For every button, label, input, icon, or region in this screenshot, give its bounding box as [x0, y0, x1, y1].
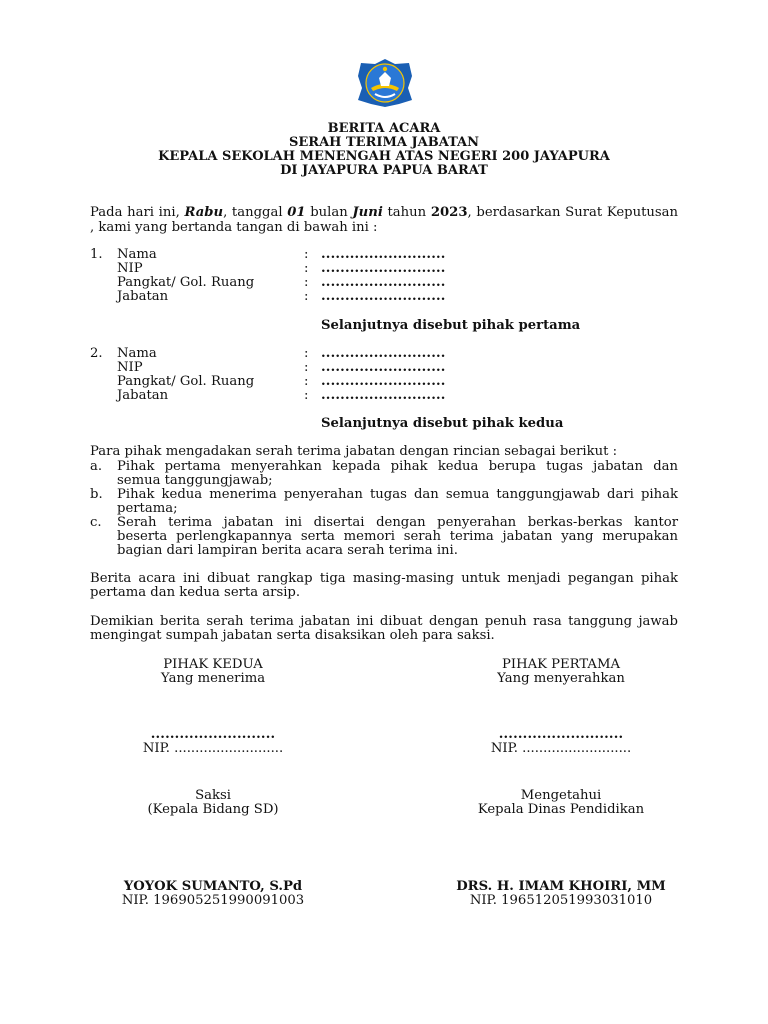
colon: :	[304, 388, 309, 403]
left-signatory-subtitle: Yang menerima	[160, 671, 266, 686]
fill-dots: ..........................	[321, 374, 446, 389]
right-signatory-nip: NIP. ..........................	[490, 741, 632, 756]
colon: :	[304, 374, 309, 389]
colon: :	[304, 247, 309, 262]
closing-paragraph-2-line-2: mengingat sumpah jabatan serta disaksikan oleh para saksi.	[90, 628, 495, 643]
colon: :	[304, 289, 309, 304]
details-intro: Para pihak mengadakan serah terima jabatan dengan rincian sebagai berikut :	[90, 444, 618, 459]
party-two-number: 2.	[90, 346, 103, 361]
list-item-a-line-2: semua tanggungjawab;	[117, 473, 273, 488]
party-two-caption: Selanjutnya disebut pihak kedua	[321, 416, 564, 431]
party-two-field-position: Jabatan	[117, 388, 169, 403]
list-item-c-line-2: beserta perlengkapannya serta memori serah terima jabatan yang merupakan	[117, 529, 678, 544]
witness-nip: NIP. 196905251990091003	[121, 893, 305, 908]
list-marker: a.	[90, 459, 103, 474]
party-one-caption: Selanjutnya disebut pihak pertama	[321, 318, 581, 333]
party-two-field-rank: Pangkat/ Gol. Ruang	[117, 374, 255, 389]
party-one-field-name: Nama	[117, 247, 157, 262]
fill-dots: ..........................	[321, 275, 446, 290]
left-signatory-title: PIHAK KEDUA	[163, 657, 263, 672]
witness-subtitle: (Kepala Bidang SD)	[147, 802, 279, 817]
party-one-field-rank: Pangkat/ Gol. Ruang	[117, 275, 255, 290]
closing-paragraph-2-line-1: Demikian berita serah terima jabatan ini dibuat dengan penuh rasa tanggung jawab	[90, 614, 678, 629]
list-item-b-line-2: pertama;	[117, 501, 178, 516]
list-item-c-line-1: Serah terima jabatan ini disertai dengan penyerahan berkas-berkas kantor	[117, 515, 678, 530]
title-line-2: SERAH TERIMA JABATAN	[289, 135, 479, 150]
acknowledger-subtitle: Kepala Dinas Pendidikan	[477, 802, 645, 817]
fill-dots: ..........................	[321, 346, 446, 361]
acknowledger-name: DRS. H. IMAM KHOIRI, MM	[456, 879, 666, 894]
fill-dots: ..........................	[321, 360, 446, 375]
witness-title: Saksi	[195, 788, 231, 803]
list-marker: b.	[90, 487, 103, 502]
logo-emblem-icon	[357, 58, 413, 108]
witness-name: YOYOK SUMANTO, S.Pd	[123, 879, 303, 894]
list-item-b-line-1: Pihak kedua menerima penyerahan tugas dan semua tanggungjawab dari pihak	[117, 487, 678, 502]
list-item-a-line-1: Pihak pertama menyerahkan kepada pihak kedua berupa tugas jabatan dan	[117, 459, 678, 474]
colon: :	[304, 360, 309, 375]
fill-dots: ..........................	[321, 388, 446, 403]
party-one-number: 1.	[90, 247, 103, 262]
title-line-1: BERITA ACARA	[327, 121, 441, 136]
list-marker: c.	[90, 515, 102, 530]
party-one-field-position: Jabatan	[117, 289, 169, 304]
left-signatory-nip: NIP. ..........................	[142, 741, 284, 756]
acknowledger-nip: NIP. 196512051993031010	[469, 893, 653, 908]
tut-wuri-handayani-logo	[357, 58, 413, 108]
party-two-field-nip: NIP	[117, 360, 143, 375]
colon: :	[304, 261, 309, 276]
colon: :	[304, 346, 309, 361]
right-signatory-name-dots: ..........................	[498, 727, 624, 742]
title-line-4: DI JAYAPURA PAPUA BARAT	[280, 163, 488, 178]
party-two-field-name: Nama	[117, 346, 157, 361]
closing-paragraph-1-line-1: Berita acara ini dibuat rangkap tiga masing-masing untuk menjadi pegangan pihak	[90, 571, 678, 586]
colon: :	[304, 275, 309, 290]
list-item-c-line-3: bagian dari lampiran berita acara serah terima ini.	[117, 543, 458, 558]
acknowledger-title: Mengetahui	[520, 788, 602, 803]
left-signatory-name-dots: ..........................	[150, 727, 276, 742]
party-one-field-nip: NIP	[117, 261, 143, 276]
fill-dots: ..........................	[321, 289, 446, 304]
closing-paragraph-1-line-2: pertama dan kedua serta arsip.	[90, 585, 301, 600]
fill-dots: ..........................	[321, 261, 446, 276]
intro-date: 01	[287, 205, 306, 220]
intro-year: 2023	[430, 205, 468, 220]
intro-paragraph: Pada hari ini, Rabu, tanggal 01 bulan Juni tahun 2023, berdasarkan Surat Keputusan , kami yang bertanda tangan di bawah ini :	[90, 205, 678, 235]
title-line-3: KEPALA SEKOLAH MENENGAH ATAS NEGERI 200 JAYAPURA	[158, 149, 610, 164]
fill-dots: ..........................	[321, 247, 446, 262]
right-signatory-subtitle: Yang menyerahkan	[497, 671, 625, 686]
intro-day: Rabu	[184, 205, 224, 220]
intro-month: Juni	[352, 205, 383, 220]
right-signatory-title: PIHAK PERTAMA	[502, 657, 620, 672]
